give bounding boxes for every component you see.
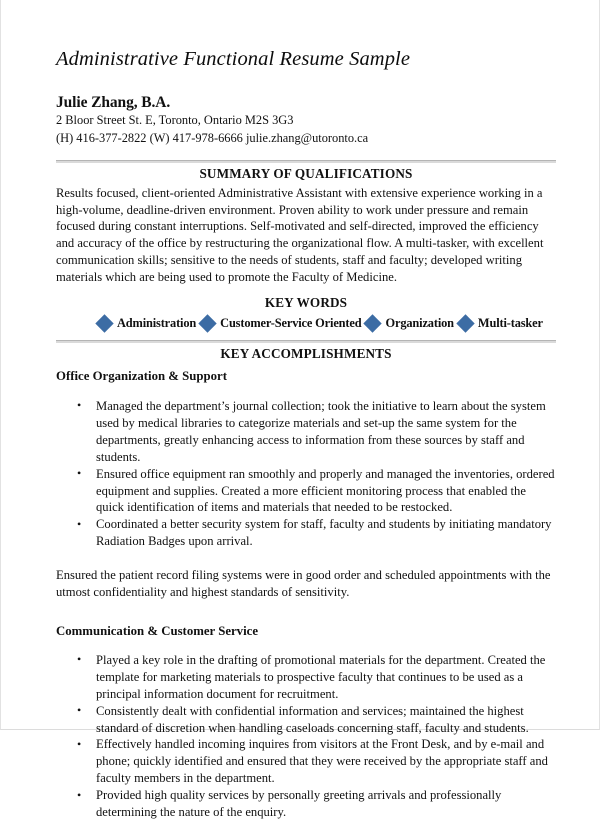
list-item: • Consistently dealt with confidential information and services; maintained the highest standard of discretion when handling caseloads concerning staff, faculty and students. <box>56 703 556 737</box>
closing-paragraph-office-organization: Ensured the patient record filing systems were in good order and scheduled appointments with the utmost confidentiality and highest standards of sensitivity. <box>56 568 551 600</box>
candidate-address: 2 Bloor Street St. E, Toronto, Ontario M2S 3G3 <box>56 113 294 128</box>
bullet-list-communication <box>56 640 556 821</box>
list-item: • Coordinated a better security system for staff, faculty and students by initiating mandatory Radiation Badges upon arrival. <box>56 516 556 550</box>
page-title: Administrative Functional Resume Sample <box>56 48 411 70</box>
subsection-heading-office-organization: Office Organization & Support <box>56 369 227 384</box>
diamond-bullet-icon <box>198 314 216 332</box>
list-item: • Managed the department’s journal collection; took the initiative to learn about the system used by medical libraries to categorize materials and set-up the same system for the departments, greatly enhancing access to information from these sources by staff and students. <box>56 398 556 466</box>
list-item: • Effectively handled incoming inquires from visitors at the Front Desk, and by e-mail and phone; quickly identified and ensured that they were received by the appropriate staff and faculty members in the department. <box>56 736 556 787</box>
summary-text: Results focused, client-oriented Administrative Assistant with extensive experience working in a high-volume, deadline-driven environment. Proven ability to work under pressure and remain focused during constant interruptions. Self-motivated and self-directed, improved the efficiency and accuracy of the office by restructuring the organizational flow. A multi-tasker, with excellent communication skills; sensitive to the needs of students, staff and faculty; developed writing materials which are being used to promote the Faculty of Medicine. <box>56 185 544 285</box>
key-word-label: Organization <box>385 315 454 330</box>
key-word-label: Multi-tasker <box>477 315 543 330</box>
subsection-heading-communication: Communication & Customer Service <box>56 624 258 639</box>
page-content <box>56 0 556 820</box>
key-word-label: Customer-Service Oriented <box>220 315 362 330</box>
list-item: • Provided high quality services by personally greeting arrivals and professionally determining the nature of the enquiry. <box>56 787 556 821</box>
bullet-list-office-organization <box>56 385 556 550</box>
key-word-label: Administration <box>117 315 197 330</box>
section-heading-summary: SUMMARY OF QUALIFICATIONS <box>199 166 413 182</box>
diamond-bullet-icon <box>456 314 474 332</box>
key-word-item <box>454 316 543 331</box>
section-heading-key-words: KEY WORDS <box>264 295 348 311</box>
list-item: • Played a key role in the drafting of promotional materials for the department. Created the template for marketing materials to prospective faculty that continues to be used as a principal information document for recruitment. <box>56 652 556 703</box>
key-word-item <box>98 316 196 331</box>
key-word-item <box>361 316 453 331</box>
diamond-bullet-icon <box>95 314 113 332</box>
candidate-name: Julie Zhang, B.A. <box>56 93 171 111</box>
list-item: • Ensured office equipment ran smoothly and properly and managed the inventories, ordered equipment and supplies. Created a more efficient monitoring process that enabled the quick identification of items and materials that needed to be restocked. <box>56 466 556 517</box>
key-word-item <box>196 316 361 331</box>
section-heading-key-accomplishments: KEY ACCOMPLISHMENTS <box>220 345 392 361</box>
key-words-row <box>56 312 556 331</box>
diamond-bullet-icon <box>364 314 382 332</box>
candidate-contact: (H) 416-377-2822 (W) 417-978-6666 julie.zhang@utoronto.ca <box>56 130 369 145</box>
